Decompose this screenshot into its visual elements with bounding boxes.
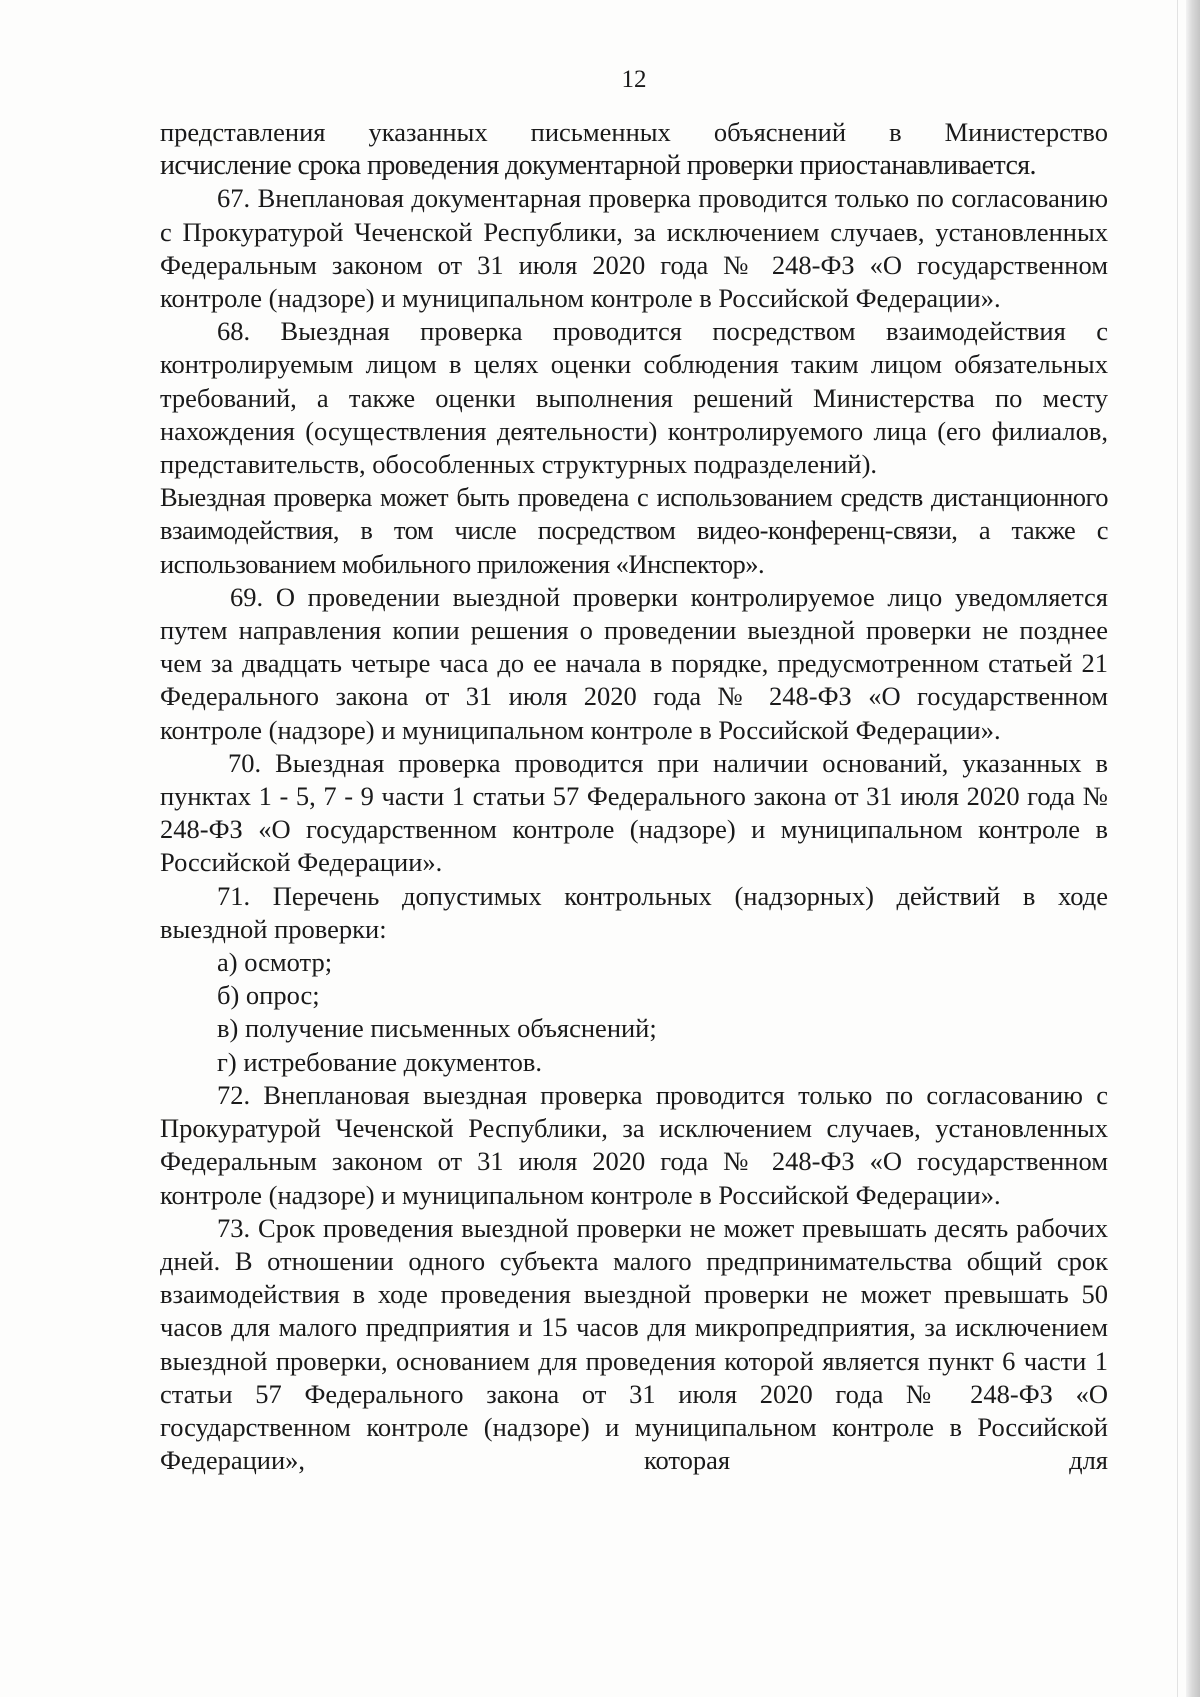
- list-item-b: б) опрос;: [217, 980, 320, 1011]
- paragraph-68: 68. Выездная проверка проводится посредством взаимодействия с контролируемым лицом в целях оценки соблюдения таким лицом обязательных требований, а также оценки выполнения решений Министерства по месту нахождения (осуществления деятельности) контролируемого лица (его филиалов, представительств, обособленных структурных подразделений).: [160, 316, 1108, 480]
- list-item-v: в) получение письменных объяснений;: [217, 1013, 657, 1044]
- scan-edge: [1186, 0, 1200, 1697]
- list-item-a: а) осмотр;: [217, 947, 333, 978]
- page-number: 12: [621, 66, 647, 93]
- paragraph-70: 70. Выездная проверка проводится при наличии оснований, указанных в пунктах 1 - 5, 7 - 9 части 1 статьи 57 Федерального закона от 31 июля 2020 года № 248-ФЗ «О государственном контроле (надзоре) и муниципальном контроле в Российской Федерации».: [160, 747, 1108, 878]
- scan-shadow-line: [1177, 0, 1178, 1697]
- paragraph-inserted-line: исчисление срока проведения документарной проверки приостанавливается.: [160, 150, 1036, 182]
- paragraph-71: 71. Перечень допустимых контрольных (надзорных) действий в ходе выездной проверки:: [160, 880, 1108, 944]
- list-item-g: г) истребование документов.: [217, 1046, 543, 1077]
- paragraph-continuation: представления указанных письменных объяснений в Министерство: [160, 117, 1108, 147]
- document-body: [160, 116, 1108, 1477]
- paragraph-67: 67. Внеплановая документарная проверка проводится только по согласованию с Прокуратурой Чеченской Республики, за исключением случаев, установленных Федеральным законом от 31 июля 2020 года № 248-ФЗ «О государственном контроле (надзоре) и муниципальном контроле в Российской Федерации».: [160, 183, 1108, 314]
- paragraph-68-remote: Выездная проверка может быть проведена с использованием средств дистанционного взаимодействия, в том числе посредством видео-конференц-связи, а также с использованием мобильного приложения «Инспектор».: [160, 482, 1108, 579]
- paragraph-73: 73. Срок проведения выездной проверки не может превышать десять рабочих дней. В отношении одного субъекта малого предпринимательства общий срок взаимодействия в ходе проведения выездной проверки не может превышать 50 часов для малого предприятия и 15 часов для микропредприятия, за исключением выездной проверки, основанием для проведения которой является пункт 6 части 1 статьи 57 Федерального закона от 31 июля 2020 года № 248-ФЗ «О государственном контроле (надзоре) и муниципальном контроле в Российской Федерации», которая для: [160, 1212, 1108, 1476]
- paragraph-69: 69. О проведении выездной проверки контролируемое лицо уведомляется путем направления копии решения о проведении выездной проверки не позднее чем за двадцать четыре часа до ее начала в порядке, предусмотренном статьей 21 Федерального закона от 31 июля 2020 года № 248-ФЗ «О государственном контроле (надзоре) и муниципальном контроле в Российской Федерации».: [160, 581, 1108, 745]
- paragraph-72: 72. Внеплановая выездная проверка проводится только по согласованию с Прокуратурой Чеченской Республики, за исключением случаев, установленных Федеральным законом от 31 июля 2020 года № 248-ФЗ «О государственном контроле (надзоре) и муниципальном контроле в Российской Федерации».: [160, 1079, 1108, 1210]
